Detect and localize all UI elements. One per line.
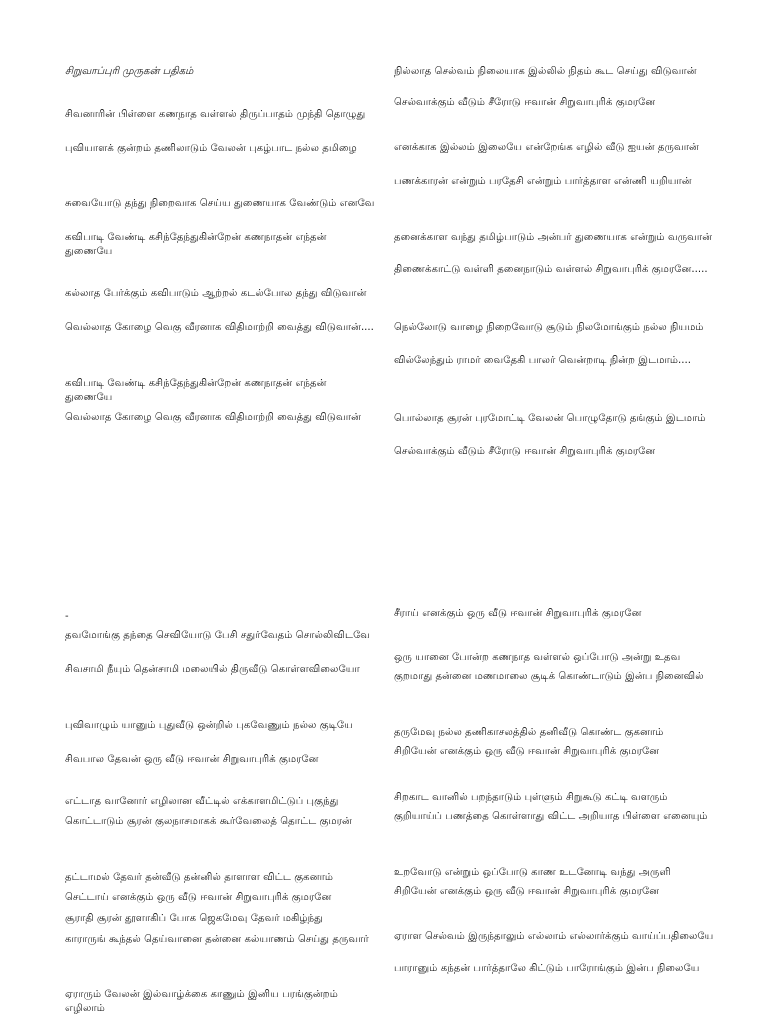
verse-line: சிவபால தேவன் ஒரு வீடு ஈவான் சிறுவாபுரிக் குமரனே (65, 754, 319, 765)
verse-line: தட்டாமல் தேவர் தன்வீடு தன்னில் தாளாள விட்ட குகனாம் (65, 872, 334, 883)
verse-line: சூராதி சூரன் தூளாகிப் போக ஜெகமேவு தேவர் மகிழ்ந்து (65, 913, 324, 924)
verse-line: சிறியேன் எனக்கும் ஒரு வீடு ஈவான் சிறுவாபுரிக் குமரனே (394, 746, 660, 757)
verse-line: ஏராள செல்வம் இருந்தாலும் எல்லாம் எல்லார்க்கும் வாய்ப்பதிலையே (394, 931, 714, 942)
verse-line: கவிபாடி வேண்டி கசிந்தேந்துகின்றேன் கணநாதன் எந்தன் துணையே (65, 378, 327, 403)
verse-line: சிவசாமி நீயும் தென்சாமி மலையில் திருவீடு கொள்ளவிலையோ (65, 664, 360, 675)
verse-line: பணக்காரன் என்றும் பரதேசி என்றும் பார்த்தாள என்ணி யறியான் (394, 176, 692, 187)
verse-line: தருமேவு நல்ல தணிகாசலத்தில் தனிவீடு கொண்ட குகனாம் (394, 727, 664, 738)
verse-line: நெல்லோடு வாழை நிறைவோடு சூடும் நிலமோங்கும் நல்ல நியமம் (394, 322, 704, 333)
verse-line: பொல்லாத சூரன் புரமோட்டி வேலன் பொழுதோடு தங்கும் இடமாம் (394, 413, 706, 424)
verse-line: கொட்டாடும் சூரன் குலநாசமாகக் கூர்வேலைத் தொட்ட குமரன் (65, 816, 352, 827)
verse-line: தவமோங்கு தந்தை செவியோடு பேசி சதுர்வேதம் சொல்லிவிடவே (65, 630, 371, 641)
verse-line: உறவோடு என்றும் ஒப்போடு காண உடனோடி வந்து அருளி (394, 867, 671, 878)
verse-line: பாரானும் கந்தன் பார்த்தாலே கிட்டும் பாரோங்கும் இன்ப நிலையே (394, 963, 700, 974)
verse-line: செல்வாக்கும் வீடும் சீரோடு ஈவான் சிறுவாபுரிக் குமரனே (394, 97, 656, 108)
verse-line: குறியாய்ப் பணத்தை கொள்ளாது விட்ட அறியாத பிள்ளை எனையும் (394, 811, 708, 822)
verse-line: செட்டாய் எனக்கும் ஒரு வீடு ஈவான் சிறுவாபுரிக் குமரனே (65, 892, 332, 903)
verse-line: புவிவாழும் யானும் புதுவீடு ஒன்றில் புகவேணும் நல்ல குடியே (65, 720, 353, 731)
stray-mark: - (65, 611, 69, 622)
verse-line: குறமாது தன்னை மணமாலை சூடிக் கொண்டாடும் இன்ப நினைவில் (394, 671, 704, 682)
verse-line: செல்வாக்கும் வீடும் சீரோடு ஈவான் சிறுவாபுரிக் குமரனே (394, 446, 656, 457)
verse-line: வில்லேந்தும் ராமர் வைதேகி பாலர் வென்றாடி நின்ற இடமாம்.... (394, 355, 691, 366)
verse-line: வெல்லாத கோழை வெகு வீரனாக விதிமாற்றி வைத்து விடுவான்.... (65, 322, 374, 333)
verse-line: ஏராரும் வேலன் இல்வாழ்க்கை காணும் இனிய பரங்குன்றம் எழிலாம் (65, 989, 338, 1014)
verse-line: ஒரு யானை போன்ற கணநாத வள்ளல் ஒப்போடு அன்று உதவ (394, 652, 681, 663)
verse-line: புவியாளக் குன்றம் தணிலாடும் வேலன் புகழ்பாட நல்ல தமிழை (65, 143, 357, 154)
verse-line: கவிபாடி வேண்டி கசிந்தேந்துகின்றேன் கணநாதன் எந்தன் துணையே (65, 232, 327, 257)
document-title: சிறுவாப்புரி முருகன் பதிகம் (65, 66, 194, 77)
verse-line: கல்லாத பேர்க்கும் கவிபாடும் ஆற்றல் கடல்போல தந்து விடுவான் (65, 288, 367, 299)
verse-line: காராருங் கூந்தல் தெய்வானை தன்னை கல்யாணம் செய்து தருவார் (65, 934, 369, 945)
verse-line: சுவையோடு தந்து நிறைவாக செய்ய துணையாக வேண்டும் எனவே (65, 198, 375, 209)
verse-line: வெல்லாத கோழை வெகு வீரனாக விதிமாற்றி வைத்து விடுவான் (65, 412, 361, 423)
verse-line: சிறியேன் எனக்கும் ஒரு வீடு ஈவான் சிறுவாபுரிக் குமரனே (394, 886, 660, 897)
verse-line: சிறகாட வானில் பறந்தாடும் புள்ளும் சிறுகூடு கட்டி வளரும் (394, 792, 668, 803)
verse-line: எனக்காக இல்லம் இலையே என்றேங்க எழில் வீடு ஐயன் தருவான் (394, 142, 699, 153)
verse-line: எட்டாத வானோர் எழிலான வீட்டில் எக்காளமிட்டுப் புகுந்து (65, 796, 339, 807)
verse-line: நில்லாத செல்வம் நிலையாக இல்லில் நிதம் கூட செய்து விடுவான் (394, 66, 697, 77)
verse-line: சீராய் எனக்கும் ஒரு வீடு ஈவான் சிறுவாபுரிக் குமரனே (394, 608, 642, 619)
verse-line: தனைக்காள வந்து தமிழ்பாடும் அன்பர் துணையாக என்றும் வருவான் (394, 232, 713, 243)
verse-line: திணைக்காட்டு வள்ளி தனைநாடும் வள்ளல் சிறுவாபுரிக் குமரனே..... (394, 264, 708, 275)
verse-line: சிவனாரின் பிள்ளை கணநாத வள்ளல் திருப்பாதம் முந்தி தொழுது (65, 109, 366, 120)
